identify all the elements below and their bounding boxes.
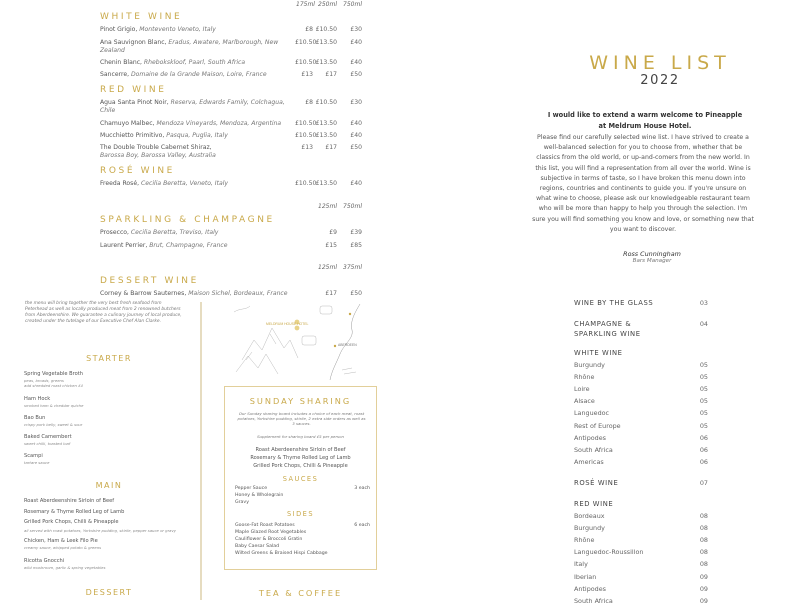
size-header: 375ml (343, 264, 362, 271)
toc-item[interactable]: Rest of Europe 05 (574, 421, 708, 430)
sauce-price: 3 each (354, 486, 370, 491)
dish-name: Baked Camembert (24, 434, 72, 440)
wine-detail: Pasqua, Puglia, Italy (166, 131, 228, 139)
toc-item[interactable]: Rhône 05 (574, 372, 708, 381)
sunday-item: Grilled Pork Chops, Chilli & Pineapple (253, 463, 348, 469)
main-title: MAIN (95, 481, 123, 490)
price: £13.50 (315, 119, 337, 127)
wine-row (100, 229, 362, 237)
toc-section-label[interactable]: RED WINE (574, 500, 614, 508)
price: £8 (305, 26, 313, 34)
toc-red-wine (574, 500, 708, 607)
wine-name: Mucchietto Primitivo, (100, 131, 165, 139)
dish (24, 415, 194, 427)
dish-name: Spring Vegetable Broth (24, 371, 83, 377)
sunday-sharing-box (224, 386, 377, 570)
starter-title: STARTER (86, 354, 132, 363)
toc-wine-by-glass[interactable] (574, 299, 708, 309)
toc-item[interactable]: Rhône 08 (574, 535, 708, 544)
sauce-name: Gravy (235, 500, 249, 505)
dish-name: Ricotta Gnocchi (24, 558, 65, 564)
side-price: 6 each (354, 523, 370, 528)
price: £40 (350, 131, 362, 139)
dish (24, 453, 194, 465)
toc-label: WINE BY THE GLASS (574, 299, 654, 307)
price: £15 (325, 241, 337, 249)
sauce-name: Honey & Wholegrain (235, 493, 284, 498)
price: £13 (301, 144, 313, 152)
dish (24, 558, 194, 570)
sunday-items (225, 446, 376, 470)
dish-desc: tartare sauce (24, 460, 50, 465)
wine-name: Pinot Grigio, (100, 26, 138, 34)
wine-row (100, 39, 362, 55)
map-illustration (232, 300, 372, 380)
dish-desc: peas, broads, greens (24, 378, 64, 383)
page-divider (200, 302, 202, 600)
toc-item[interactable]: Languedoc 05 (574, 409, 708, 418)
toc-item[interactable]: Iberian 09 (574, 572, 708, 581)
sauce-name: Pepper Sauce (235, 486, 268, 491)
sauce-list (235, 492, 283, 506)
dish-name: Rosemary & Thyme Rolled Leg of Lamb (24, 508, 125, 515)
wine-name: Chenin Blanc, (100, 58, 142, 66)
dish-desc: creamy sauce, whipped potato & greens (24, 545, 102, 550)
price: £17 (325, 144, 337, 152)
toc-page: 07 (699, 479, 708, 487)
price: £13.50 (315, 131, 337, 139)
size-headers-dessert (317, 264, 362, 271)
dish-desc: sweet chilli, toasted loaf (24, 441, 71, 446)
price: £30 (350, 99, 362, 107)
price: £50 (350, 144, 362, 152)
wine-list-page (96, 0, 366, 300)
price: £9 (329, 229, 337, 237)
price: £40 (350, 38, 362, 46)
section-title: RED WINE (100, 85, 167, 95)
wine-row (100, 26, 362, 34)
wine-detail: Montevento Veneto, Italy (139, 26, 216, 34)
price: £13.50 (315, 58, 337, 66)
toc-label: SPARKLING WINE (574, 329, 641, 338)
dish-name: Chicken, Ham & Leek Filo Pie (24, 538, 98, 544)
sides-title: SIDES (286, 510, 315, 518)
wine-detail: Cecilia Beretta, Treviso, Italy (130, 229, 219, 237)
wine-row (100, 144, 362, 160)
size-header: 750ml (343, 203, 362, 210)
wine-name: Corney & Barrow Sauternes, (100, 290, 187, 298)
price: £40 (350, 180, 362, 188)
side-name: Maple Glazed Root Vegetables (235, 530, 307, 535)
section-title: SPARKLING & CHAMPAGNE (100, 215, 275, 225)
price: £8 (305, 99, 313, 107)
signature-role: Bars Manager (632, 258, 672, 264)
dish-desc: add shredded roast chicken £4 (24, 383, 83, 388)
section-title: ROSÉ WINE (100, 166, 175, 176)
price: £10.50 (295, 58, 317, 66)
toc-label: CHAMPAGNE & (574, 320, 632, 328)
side-name: Wilted Greens & Braised Hispi Cabbage (235, 551, 328, 556)
wine-detail: Reserva, Edwards Family, Colchagua, Chile (100, 99, 285, 115)
wine-row (100, 71, 362, 79)
roast-group (24, 496, 194, 534)
rose-wine-section (100, 166, 362, 188)
sparkling-section (100, 215, 362, 250)
price: £13 (301, 71, 313, 79)
wine-detail: Barossa Boy, Barossa Valley, Australia (100, 152, 216, 160)
price: £50 (350, 290, 362, 298)
size-header: 125ml (318, 264, 337, 271)
price: £17 (325, 290, 337, 298)
price: £40 (350, 58, 362, 66)
wine-name: Prosecco, (100, 229, 129, 237)
wine-row (100, 242, 362, 250)
size-header: 175ml (296, 1, 315, 8)
price: £39 (350, 229, 362, 237)
wine-row (100, 180, 362, 188)
toc-item[interactable]: Italy 08 (574, 560, 708, 569)
toc-champagne[interactable] (574, 320, 708, 339)
toc-item[interactable]: Burgundy 08 (574, 523, 708, 532)
welcome-text: I would like to extend a warm welcome to Pineapple at Meldrum House Hotel. (547, 111, 743, 130)
dish-name: Bao Bun (24, 415, 46, 421)
toc-item[interactable]: Languedoc-Roussillon 08 (574, 548, 708, 557)
side-row (235, 523, 370, 528)
wine-name: Chamuyo Malbec, (100, 119, 155, 127)
wine-detail: Domaine de la Grande Maison, Loire, France (130, 71, 267, 79)
dish (24, 396, 194, 408)
side-name: Baby Caesar Salad (235, 544, 280, 549)
wine-name: Ana Sauvignon Blanc, (100, 38, 167, 46)
toc-item[interactable]: Antipodes 09 (574, 584, 708, 593)
wine-name: Sancerre, (100, 71, 130, 79)
price: £10.50 (315, 26, 337, 34)
dish-name: Grilled Pork Chops, Chilli & Pineapple (24, 519, 119, 525)
size-header: 125ml (318, 203, 337, 210)
side-list (235, 529, 328, 557)
price: £85 (350, 241, 362, 249)
size-headers-still (296, 1, 362, 8)
dish-desc: all served with roast potatoes, Yorkshire pudding, skirlie, pepper sauce or gravy (24, 527, 176, 533)
cover-title: WINE LIST (589, 52, 731, 74)
price: £30 (350, 26, 362, 34)
price: £10.50 (295, 38, 317, 46)
food-menu-page (0, 300, 400, 600)
sunday-item: Roast Aberdeenshire Sirloin of Beef (255, 447, 346, 453)
dish-desc: smoked ham & cheddar quiche (24, 403, 84, 408)
price: £10.50 (315, 99, 337, 107)
cover-page (520, 0, 800, 605)
wine-row (100, 59, 362, 67)
sunday-title: SUNDAY SHARING (249, 396, 352, 406)
signature-name: Ross Cunningham (623, 250, 681, 258)
wine-detail: Mendoza Vineyards, Mendoza, Argentina (156, 119, 282, 127)
map-label-hotel: MELDRUM HOUSE HOTEL (266, 322, 309, 326)
toc-section-label[interactable]: WHITE WINE (574, 349, 623, 357)
intro-text: Please find our carefully selected wine list. I have strived to create a well-balanced selection for you to choose from, whether that be classics from the old world, or up-and-comers from the new world. In this list, you will find a representation from all over the world. Wine is subjective in terms of taste, so I have broken this menu down into regions, countries and continents to guide you. If you're unsure on what wine to choose, please ask our knowledgeable restaurant team who will be more than happy to help you through the selection. I'm sure you will find something you know and love, or something new that you want to discover. (532, 134, 754, 233)
sunday-desc: Our Sunday sharing board includes a choice of each meat, roast potatoes, Yorkshire pudding, skirlie, 2 extra side orders as well as 3 sauces. (237, 411, 366, 427)
toc-item[interactable]: South Africa 06 (574, 445, 708, 454)
toc-item[interactable]: Alsace 05 (574, 397, 708, 406)
wine-row (100, 290, 362, 298)
price: £10.50 (295, 131, 317, 139)
sauce-row (235, 486, 370, 491)
dish-desc: wild mushroom, garlic & spring vegetables (24, 565, 106, 570)
toc-item[interactable]: Antipodes 06 (574, 433, 708, 442)
dish (24, 371, 194, 388)
wine-detail: Brut, Champagne, France (149, 241, 228, 249)
wine-row (100, 99, 362, 115)
price: £10.50 (295, 180, 317, 188)
sunday-supplement: Supplement for sharing board £5 per person (257, 434, 344, 439)
wine-detail: Cecilia Beretta, Veneto, Italy (140, 180, 229, 188)
price: £13.50 (315, 180, 337, 188)
toc-item[interactable]: Loire 05 (574, 384, 708, 393)
price: £40 (350, 119, 362, 127)
price: £17 (325, 71, 337, 79)
dish-name: Roast Aberdeenshire Sirloin of Beef (24, 498, 115, 504)
toc-page: 03 (699, 299, 708, 307)
price: £13.50 (315, 38, 337, 46)
wine-row (100, 120, 362, 128)
side-name: Goose-Fat Roast Potatoes (235, 523, 295, 528)
white-wine-section (100, 12, 362, 79)
dish-desc: crispy pork belly, sweet & sour (24, 422, 83, 427)
wine-row (100, 132, 362, 140)
price: £10.50 (295, 119, 317, 127)
toc-item[interactable]: South Africa 09 (574, 596, 708, 605)
section-title: DESSERT WINE (100, 276, 199, 286)
toc-page: 04 (699, 320, 708, 328)
sunday-item: Rosemary & Thyme Rolled Leg of Lamb (250, 455, 351, 461)
menu-intro: the menu will bring together the very best fresh seafood from Peterhead as well as locally produced meat from 2 renowned butchers from Aberdeenshire. We guarantee a culinary journey of local produce, created under the tutelage of our Executive Chef Alan Clarke. (25, 301, 182, 325)
toc-white-wine (574, 349, 708, 468)
tea-coffee-title: TEA & COFFEE (258, 588, 343, 598)
wine-name: Agua Santa Pinot Noir, (100, 99, 169, 107)
size-header: 250ml (318, 1, 337, 8)
dessert-wine-section (100, 276, 362, 298)
dish (24, 434, 194, 446)
wine-name: Laurent Perrier, (100, 241, 148, 249)
dessert-title: DESSERT (85, 588, 133, 597)
toc-rose-wine[interactable] (574, 479, 708, 489)
cover-year: 2022 (640, 73, 680, 88)
section-title: WHITE WINE (100, 12, 183, 22)
map-label-town: ABERDEEN (338, 343, 357, 347)
sauces-title: SAUCES (282, 475, 319, 483)
price: £50 (350, 71, 362, 79)
dish (24, 538, 194, 550)
toc-item[interactable]: Bordeaux 08 (574, 511, 708, 520)
dish-name: Scampi (24, 453, 43, 459)
wine-detail: Eradus, Awatere, Marlborough, New Zealand (100, 38, 279, 54)
wine-detail: Rhebokskloof, Paarl, South Africa (143, 58, 246, 66)
wine-name: The Double Trouble Cabernet Shiraz, (100, 144, 212, 152)
toc-label: ROSÉ WINE (574, 479, 619, 487)
red-wine-section (100, 85, 362, 160)
size-header: 750ml (343, 1, 362, 8)
wine-detail: Maison Sichel, Bordeaux, France (188, 290, 288, 298)
toc-item[interactable]: Americas 06 (574, 458, 708, 467)
wine-name: Freeda Rosé, (100, 180, 140, 188)
toc-item[interactable]: Burgundy 05 (574, 360, 708, 369)
size-headers-sparkling (317, 203, 362, 210)
dish-name: Ham Hock (24, 396, 51, 402)
side-name: Cauliflower & Broccoli Gratin (235, 537, 303, 542)
